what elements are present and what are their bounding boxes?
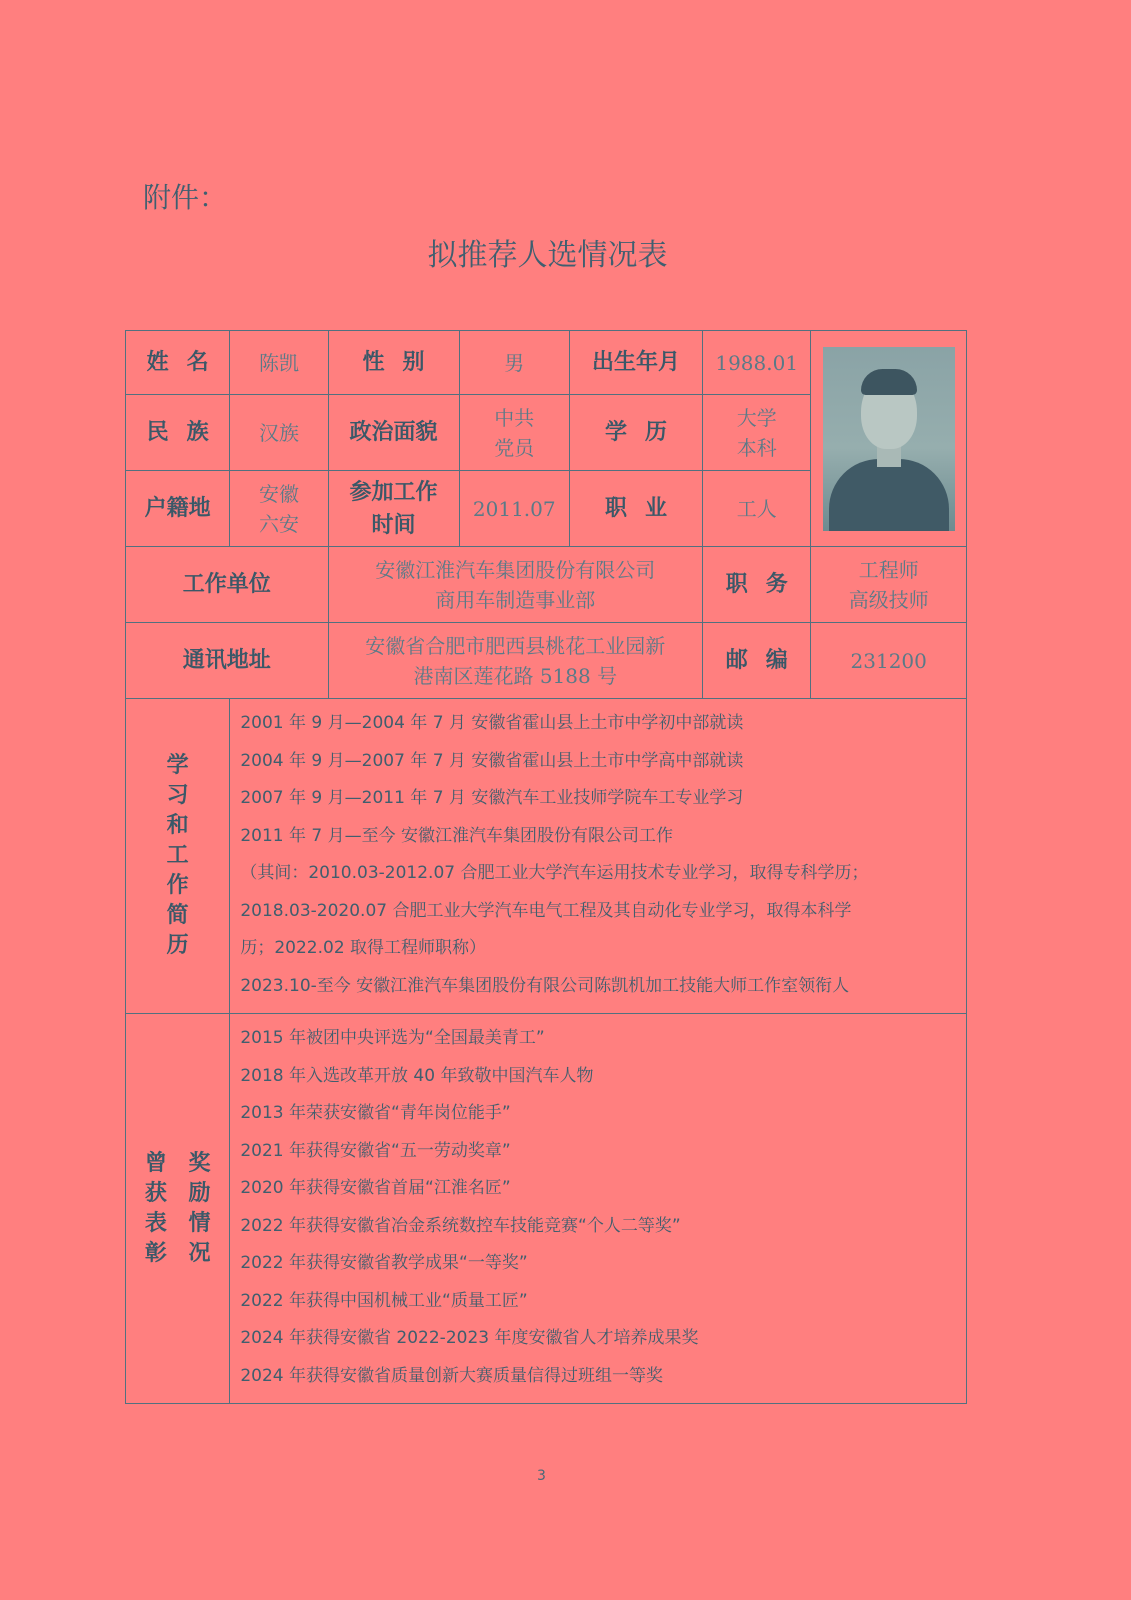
employer-line1: 安徽江淮汽车集团股份有限公司 — [375, 557, 656, 582]
ethnicity-label: 民族 — [126, 395, 230, 471]
occupation-value: 工人 — [703, 471, 811, 547]
address-line2: 港南区莲花路 5188 号 — [413, 663, 618, 688]
address-value — [328, 623, 702, 699]
list-item: 2022 年获得安徽省冶金系统数控车技能竞赛“个人二等奖” — [240, 1215, 681, 1236]
address-label: 通讯地址 — [126, 623, 329, 699]
education-value — [703, 395, 811, 471]
resume-label-chars: 学 习 和 工 作 简 历 — [166, 753, 189, 958]
name-label: 姓名 — [126, 331, 230, 395]
gender-value: 男 — [459, 331, 569, 395]
list-item: 2013 年荣获安徽省“青年岗位能手” — [240, 1103, 511, 1123]
employer-value — [328, 547, 702, 623]
employer-line2: 商用车制造事业部 — [435, 587, 596, 612]
hukou-line2: 六安 — [258, 511, 299, 536]
list-item: （其间：2010.03-2012.07 合肥工业大学汽车运用技术专业学习，取得专科学历； — [240, 863, 869, 883]
portrait-photo — [823, 347, 955, 531]
awards-label — [126, 1014, 230, 1404]
postcode-value: 231200 — [811, 623, 967, 699]
list-item: 2023.10-至今 安徽江淮汽车集团股份有限公司陈凯机加工技能大师工作室领衔人 — [240, 975, 850, 996]
ethnicity-value: 汉族 — [230, 395, 328, 471]
list-item: 2004 年 9 月—2007 年 7 月 安徽省霍山县上土市中学高中部就读 — [240, 750, 744, 771]
position-line2: 高级技师 — [848, 587, 929, 612]
list-item: 历；2022.02 取得工程师职称） — [240, 938, 487, 958]
postcode-label: 邮编 — [703, 623, 811, 699]
hukou-label: 户籍地 — [126, 471, 230, 547]
page-number: 3 — [537, 1468, 546, 1484]
work-start-label-line1: 参加工作 — [349, 479, 438, 505]
attachment-label: 附件： — [143, 181, 228, 214]
hukou-line1: 安徽 — [258, 481, 299, 506]
political-status-value — [459, 395, 569, 471]
form-title: 拟推荐人选情况表 — [427, 238, 668, 273]
birth-value: 1988.01 — [703, 331, 811, 395]
name-value: 陈凯 — [230, 331, 328, 395]
gender-label: 性别 — [328, 331, 459, 395]
position-value — [811, 547, 967, 623]
work-start-value: 2011.07 — [459, 471, 569, 547]
candidate-info-table — [125, 330, 967, 1404]
list-item: 2020 年获得安徽省首届“江淮名匠” — [240, 1178, 511, 1198]
education-label: 学历 — [570, 395, 703, 471]
list-item: 2015 年被团中央评选为“全国最美青工” — [240, 1028, 545, 1048]
photo-cell — [811, 331, 967, 547]
employer-label: 工作单位 — [126, 547, 329, 623]
resume-label — [126, 699, 230, 1014]
list-item: 2011 年 7 月—至今 安徽江淮汽车集团股份有限公司工作 — [240, 825, 674, 846]
list-item: 2018.03-2020.07 合肥工业大学汽车电气工程及其自动化专业学习，取得本科学 — [240, 900, 852, 921]
awards-label-col2: 奖 励 情 况 — [188, 1150, 211, 1266]
work-start-label — [328, 471, 459, 547]
political-status-line1: 中共 — [494, 405, 535, 430]
education-line1: 大学 — [736, 405, 777, 430]
hukou-value — [230, 471, 328, 547]
work-start-label-line2: 时间 — [371, 512, 416, 538]
position-line1: 工程师 — [858, 557, 919, 582]
list-item: 2001 年 9 月—2004 年 7 月 安徽省霍山县上土市中学初中部就读 — [240, 713, 744, 733]
list-item: 2024 年获得安徽省 2022-2023 年度安徽省人才培养成果奖 — [240, 1328, 699, 1348]
list-item: 2018 年入选改革开放 40 年致敬中国汽车人物 — [240, 1065, 594, 1086]
political-status-label: 政治面貌 — [328, 395, 459, 471]
political-status-line2: 党员 — [494, 435, 535, 460]
list-item: 2022 年获得中国机械工业“质量工匠” — [240, 1290, 528, 1311]
resume-list — [230, 699, 967, 1014]
awards-list — [230, 1014, 967, 1404]
occupation-label: 职业 — [570, 471, 703, 547]
position-label: 职务 — [703, 547, 811, 623]
list-item: 2021 年获得安徽省“五一劳动奖章” — [240, 1140, 511, 1161]
education-line2: 本科 — [736, 435, 777, 460]
address-line1: 安徽省合肥市肥西县桃花工业园新 — [365, 633, 666, 658]
list-item: 2024 年获得安徽省质量创新大赛质量信得过班组一等奖 — [240, 1365, 664, 1386]
awards-label-col1: 曾 获 表 彰 — [144, 1150, 167, 1266]
list-item: 2007 年 9 月—2011 年 7 月 安徽汽车工业技师学院车工专业学习 — [240, 788, 744, 808]
birth-label: 出生年月 — [570, 331, 703, 395]
list-item: 2022 年获得安徽省教学成果“一等奖” — [240, 1253, 528, 1273]
